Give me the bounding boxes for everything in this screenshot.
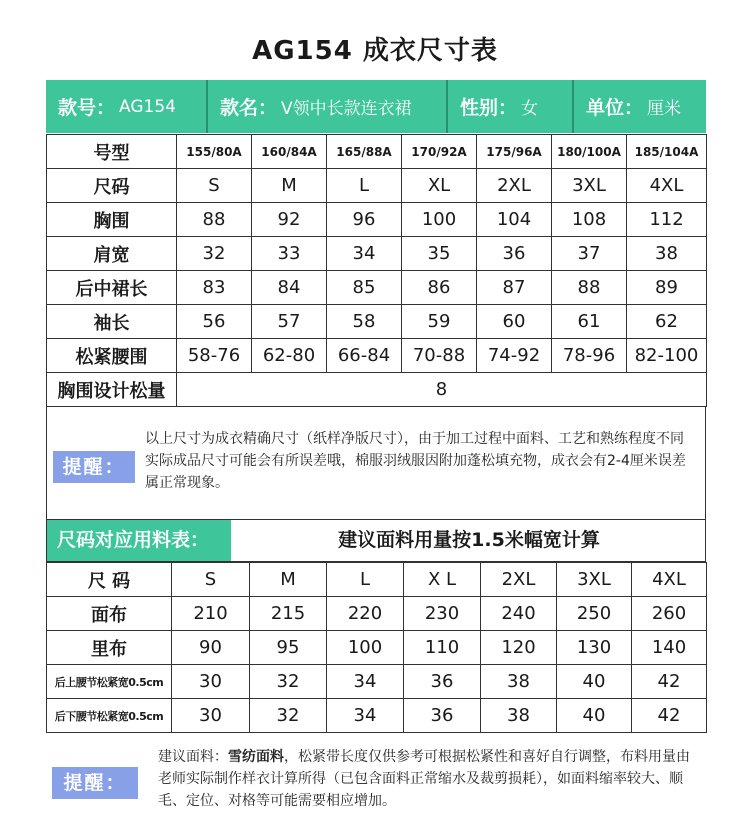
row-label: 尺码 xyxy=(47,169,177,203)
size-cell: 155/80A xyxy=(177,135,252,169)
size-cell: 33 xyxy=(252,237,327,271)
size-cell: 100 xyxy=(402,203,477,237)
size-cell: 96 xyxy=(327,203,402,237)
fabric-cell: 110 xyxy=(404,631,481,665)
fabric-cell: 2XL xyxy=(481,563,557,597)
size-cell: 175/96A xyxy=(477,135,552,169)
fabric-cell: 240 xyxy=(481,597,557,631)
size-cell: 84 xyxy=(252,271,327,305)
size-cell: 57 xyxy=(252,305,327,339)
style-name-value: V领中长款连衣裙 xyxy=(281,99,412,119)
page-title: AG154 成衣尺寸表 xyxy=(252,36,498,66)
fabric-table xyxy=(46,562,707,733)
size-cell: 60 xyxy=(477,305,552,339)
fabric-cell: 100 xyxy=(327,631,404,665)
size-cell: 38 xyxy=(627,237,707,271)
size-cell: XL xyxy=(402,169,477,203)
gender-value: 女 xyxy=(521,99,539,119)
fabric-cell: 36 xyxy=(404,699,481,733)
fabric-cell: 42 xyxy=(632,665,707,699)
size-row xyxy=(47,135,707,169)
style-name-label: 款名： xyxy=(220,97,278,119)
size-cell: 32 xyxy=(177,237,252,271)
fabric-cell: 30 xyxy=(172,699,250,733)
row-label: 后下腰节松紧宽0.5cm xyxy=(47,699,172,733)
fabric-row xyxy=(47,665,707,699)
fabric-cell: 95 xyxy=(250,631,327,665)
size-cell: 66-84 xyxy=(327,339,402,373)
size-table xyxy=(46,134,707,407)
fabric-cell: 130 xyxy=(557,631,632,665)
fabric-cell: L xyxy=(327,563,404,597)
row-label: 里布 xyxy=(47,631,172,665)
fabric-cell: 38 xyxy=(481,699,557,733)
size-cell: 85 xyxy=(327,271,402,305)
size-cell: 58-76 xyxy=(177,339,252,373)
fabric-cell: X L xyxy=(404,563,481,597)
fabric-row xyxy=(47,563,707,597)
fabric-cell: 260 xyxy=(632,597,707,631)
style-number-label: 款号： xyxy=(58,97,116,119)
size-row xyxy=(47,237,707,271)
size-cell: 34 xyxy=(327,237,402,271)
row-label: 胸围 xyxy=(47,203,177,237)
row-label: 后中裙长 xyxy=(47,271,177,305)
fabric-cell: 3XL xyxy=(557,563,632,597)
notice-text-fabric xyxy=(158,746,698,812)
size-row xyxy=(47,305,707,339)
style-name-cell xyxy=(206,80,446,133)
size-cell: 35 xyxy=(402,237,477,271)
fabric-cell: 40 xyxy=(557,665,632,699)
ease-label: 胸围设计松量 xyxy=(47,373,177,407)
fabric-cell: 220 xyxy=(327,597,404,631)
fabric-cell: 215 xyxy=(250,597,327,631)
size-cell: 82-100 xyxy=(627,339,707,373)
fabric-cell: 4XL xyxy=(632,563,707,597)
size-cell: 61 xyxy=(552,305,627,339)
size-cell: 70-88 xyxy=(402,339,477,373)
style-number-cell xyxy=(46,80,206,133)
size-cell: 74-92 xyxy=(477,339,552,373)
size-cell: 170/92A xyxy=(402,135,477,169)
row-label: 后上腰节松紧宽0.5cm xyxy=(47,665,172,699)
size-cell: 108 xyxy=(552,203,627,237)
notice-badge-fabric: 提醒： xyxy=(52,767,138,799)
style-number-value: AG154 xyxy=(119,96,176,117)
fabric-header-title: 建议面料用量按1.5米幅宽计算 xyxy=(338,529,600,551)
size-cell: 160/84A xyxy=(252,135,327,169)
fabric-cell: 40 xyxy=(557,699,632,733)
size-cell: 87 xyxy=(477,271,552,305)
unit-cell xyxy=(572,80,706,133)
row-label: 松紧腰围 xyxy=(47,339,177,373)
fabric-row xyxy=(47,699,707,733)
gender-label: 性别： xyxy=(460,97,518,119)
fabric-cell: S xyxy=(172,563,250,597)
size-cell: 2XL xyxy=(477,169,552,203)
info-bar xyxy=(46,80,706,133)
row-label: 面布 xyxy=(47,597,172,631)
fabric-row xyxy=(47,631,707,665)
size-cell: 62 xyxy=(627,305,707,339)
ease-row xyxy=(47,373,707,407)
size-row xyxy=(47,339,707,373)
fabric-cell: 140 xyxy=(632,631,707,665)
size-cell: S xyxy=(177,169,252,203)
size-cell: 56 xyxy=(177,305,252,339)
row-label: 尺 码 xyxy=(47,563,172,597)
size-cell: 180/100A xyxy=(552,135,627,169)
size-cell: 37 xyxy=(552,237,627,271)
fabric-cell: 34 xyxy=(327,665,404,699)
size-cell: 165/88A xyxy=(327,135,402,169)
fabric-cell: M xyxy=(250,563,327,597)
size-cell: 104 xyxy=(477,203,552,237)
row-label: 肩宽 xyxy=(47,237,177,271)
size-cell: 3XL xyxy=(552,169,627,203)
size-cell: 88 xyxy=(177,203,252,237)
size-cell: 112 xyxy=(627,203,707,237)
notice-body: ，松紧带长度仅供参考可根据松紧性和喜好自行调整，布料用量由老师实际制作样衣计算所得（已包含面料正常缩水及裁剪损耗），如面料缩率较大、顺毛、定位、对格等可能需要相应增加。 xyxy=(158,749,690,809)
notice-text: 以上尺寸为成衣精确尺寸（纸样净版尺寸），由于加工过程中面料、工艺和熟练程度不同实际成品尺寸可能会有所误差哦，棉服羽绒服因附加蓬松填充物，成衣会有2-4厘米误差属正常现象。 xyxy=(145,431,686,491)
size-row xyxy=(47,203,707,237)
fabric-cell: 250 xyxy=(557,597,632,631)
size-cell: 89 xyxy=(627,271,707,305)
row-label: 号型 xyxy=(47,135,177,169)
fabric-cell: 230 xyxy=(404,597,481,631)
size-cell: L xyxy=(327,169,402,203)
size-cell: 78-96 xyxy=(552,339,627,373)
size-cell: 185/104A xyxy=(627,135,707,169)
fabric-cell: 210 xyxy=(172,597,250,631)
fabric-header-label: 尺码对应用料表： xyxy=(47,520,231,561)
size-cell: 86 xyxy=(402,271,477,305)
size-cell: M xyxy=(252,169,327,203)
size-row xyxy=(47,169,707,203)
fabric-cell: 36 xyxy=(404,665,481,699)
size-cell: 62-80 xyxy=(252,339,327,373)
fabric-cell: 30 xyxy=(172,665,250,699)
size-row xyxy=(47,271,707,305)
fabric-cell: 34 xyxy=(327,699,404,733)
unit-label: 单位： xyxy=(586,97,644,119)
notice-box-fabric xyxy=(46,732,706,832)
fabric-row xyxy=(47,597,707,631)
gender-cell xyxy=(446,80,572,133)
notice-box xyxy=(46,406,706,520)
ease-value: 8 xyxy=(177,373,707,407)
fabric-cell: 38 xyxy=(481,665,557,699)
fabric-cell: 42 xyxy=(632,699,707,733)
size-cell: 92 xyxy=(252,203,327,237)
size-cell: 58 xyxy=(327,305,402,339)
notice-highlight: 雪纺面料 xyxy=(228,749,284,765)
row-label: 袖长 xyxy=(47,305,177,339)
fabric-cell: 32 xyxy=(250,665,327,699)
size-cell: 88 xyxy=(552,271,627,305)
size-cell: 36 xyxy=(477,237,552,271)
fabric-cell: 32 xyxy=(250,699,327,733)
notice-prefix: 建议面料： xyxy=(158,749,228,765)
fabric-header xyxy=(46,520,706,562)
fabric-cell: 90 xyxy=(172,631,250,665)
size-cell: 4XL xyxy=(627,169,707,203)
fabric-cell: 120 xyxy=(481,631,557,665)
size-cell: 59 xyxy=(402,305,477,339)
unit-value: 厘米 xyxy=(647,99,682,119)
size-cell: 83 xyxy=(177,271,252,305)
notice-badge: 提醒： xyxy=(53,451,135,483)
